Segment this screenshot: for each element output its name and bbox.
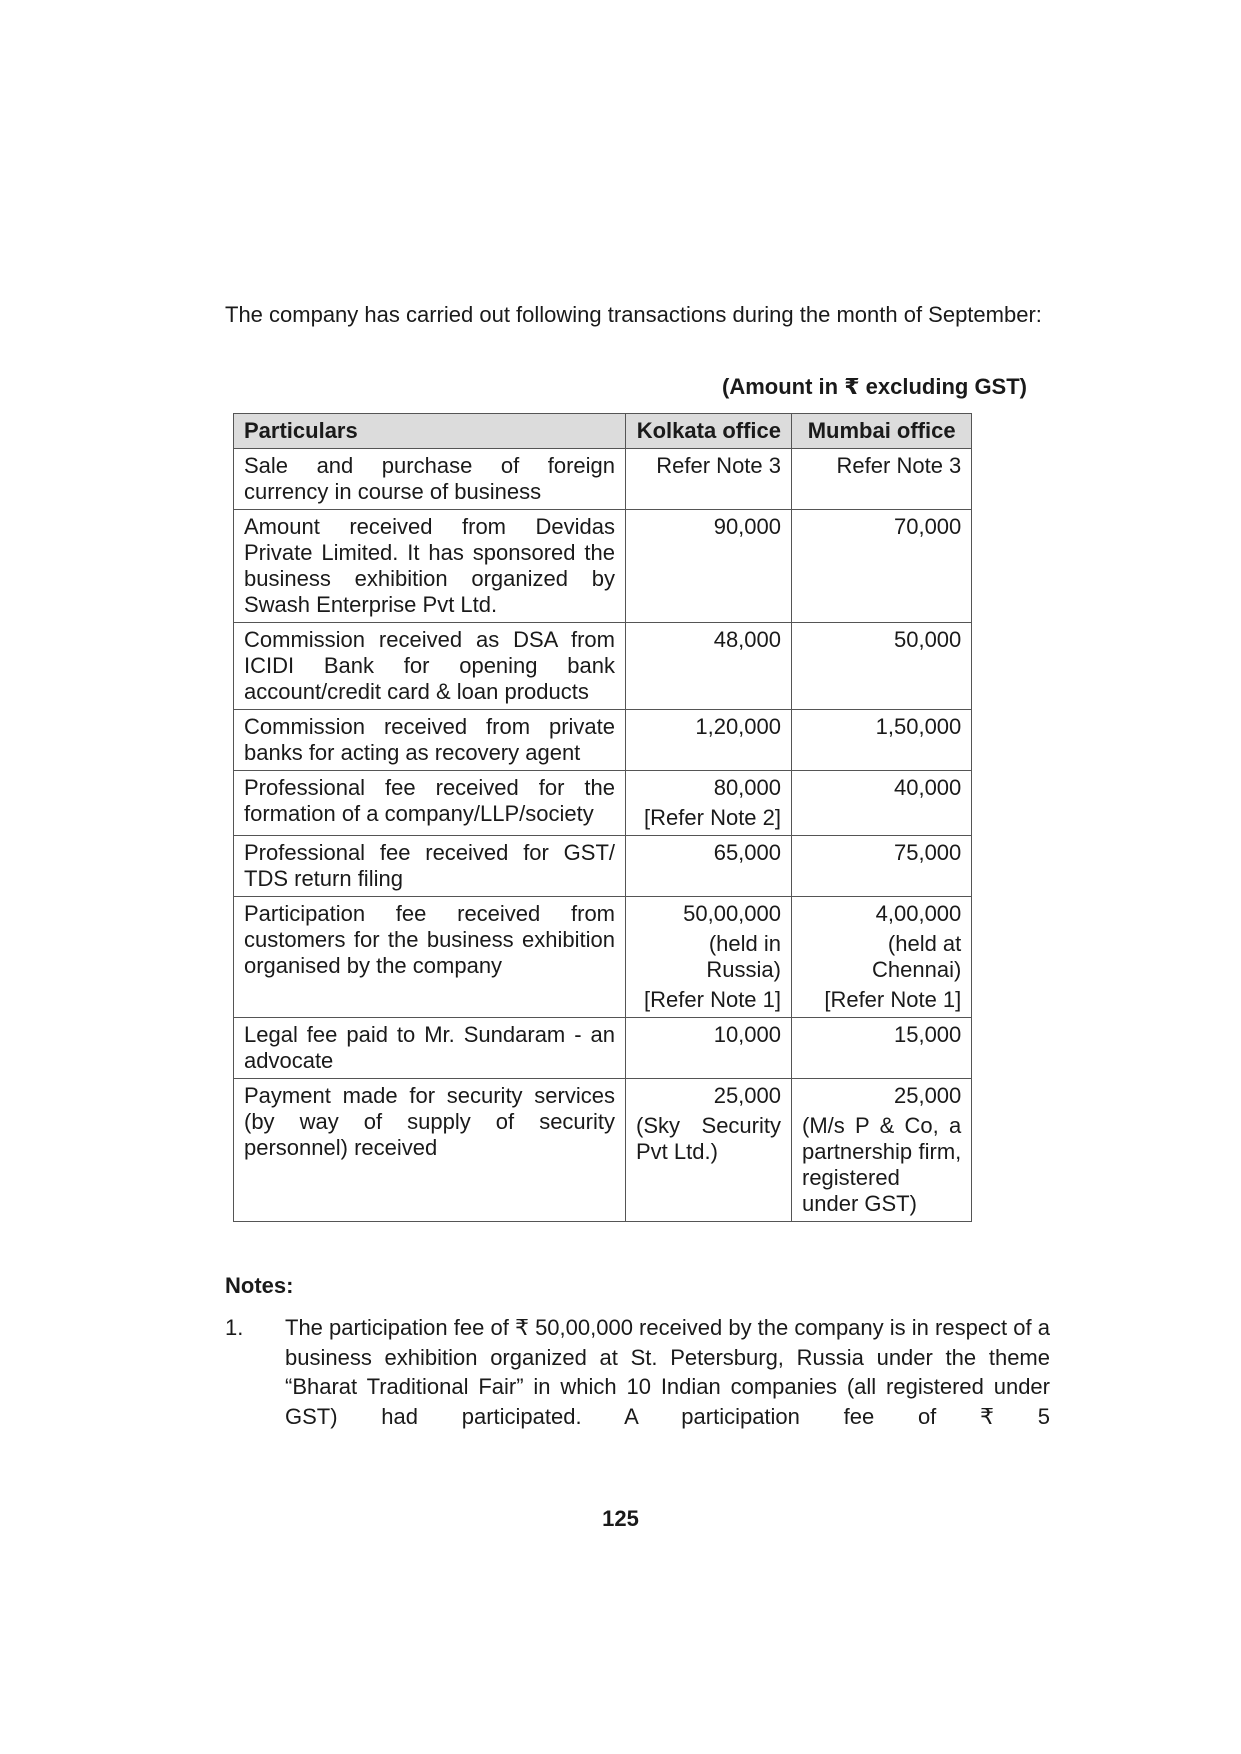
- table-row: [234, 836, 972, 897]
- cell-kolkata: 80,000 [Refer Note 2]: [626, 771, 792, 836]
- cell-kolkata: 50,00,000 (held in Russia) [Refer Note 1]: [626, 897, 792, 1018]
- cell-kolkata: 25,000 (Sky Security Pvt Ltd.): [626, 1079, 792, 1222]
- header-mumbai-office: Mumbai office: [792, 414, 972, 449]
- cell-particulars: Participation fee received from customers for the business exhibition organised by the company: [234, 897, 626, 1018]
- cell-particulars: Payment made for security services (by way of supply of security personnel) received: [234, 1079, 626, 1222]
- cell-mumbai: 50,000: [792, 623, 972, 710]
- cell-mumbai: 1,50,000: [792, 710, 972, 771]
- table-row: [234, 623, 972, 710]
- cell-mumbai: Refer Note 3: [792, 449, 972, 510]
- cell-particulars: Amount received from Devidas Private Limited. It has sponsored the business exhibition organized by Swash Enterprise Pvt Ltd.: [234, 510, 626, 623]
- table-row: [234, 897, 972, 1018]
- cell-particulars: Sale and purchase of foreign currency in course of business: [234, 449, 626, 510]
- table-row: [234, 1018, 972, 1079]
- cell-mumbai: 40,000: [792, 771, 972, 836]
- cell-kolkata: 90,000: [626, 510, 792, 623]
- table-row: [234, 449, 972, 510]
- cell-kolkata: 48,000: [626, 623, 792, 710]
- cell-particulars: Professional fee received for the formation of a company/LLP/society: [234, 771, 626, 836]
- cell-particulars: Legal fee paid to Mr. Sundaram - an advocate: [234, 1018, 626, 1079]
- header-kolkata-office: Kolkata office: [626, 414, 792, 449]
- cell-mumbai: 25,000 (M/s P & Co, a partnership firm, registered under GST): [792, 1079, 972, 1222]
- notes-heading: Notes:: [225, 1273, 294, 1298]
- cell-particulars: Professional fee received for GST/ TDS return filing: [234, 836, 626, 897]
- cell-kolkata: 1,20,000: [626, 710, 792, 771]
- cell-kolkata: 65,000: [626, 836, 792, 897]
- table-header-row: [234, 414, 972, 449]
- cell-particulars: Commission received from private banks for acting as recovery agent: [234, 710, 626, 771]
- note-item: [225, 1313, 1050, 1431]
- transactions-table: [233, 413, 972, 1222]
- cell-mumbai: 15,000: [792, 1018, 972, 1079]
- header-particulars: Particulars: [234, 414, 626, 449]
- table-row: [234, 1079, 972, 1222]
- table-row: [234, 771, 972, 836]
- cell-mumbai: 75,000: [792, 836, 972, 897]
- cell-particulars: Commission received as DSA from ICIDI Bank for opening bank account/credit card & loan products: [234, 623, 626, 710]
- page-number: 125: [602, 1506, 639, 1531]
- amount-note: (Amount in ₹ excluding GST): [722, 374, 1027, 399]
- note-number: 1.: [225, 1315, 244, 1340]
- table-row: [234, 710, 972, 771]
- cell-kolkata: 10,000: [626, 1018, 792, 1079]
- cell-mumbai: 70,000: [792, 510, 972, 623]
- note-text: The participation fee of ₹ 50,00,000 received by the company is in respect of a business exhibition organized at St. Petersburg, Russia under the theme “Bharat Traditional Fair” in which 10 Indian companies (all registered under GST) had participated. A participation fee of ₹ 5: [285, 1315, 1050, 1429]
- intro-paragraph: The company has carried out following transactions during the month of September:: [225, 302, 1042, 327]
- cell-mumbai: 4,00,000 (held at Chennai) [Refer Note 1]: [792, 897, 972, 1018]
- cell-kolkata: Refer Note 3: [626, 449, 792, 510]
- table-row: [234, 510, 972, 623]
